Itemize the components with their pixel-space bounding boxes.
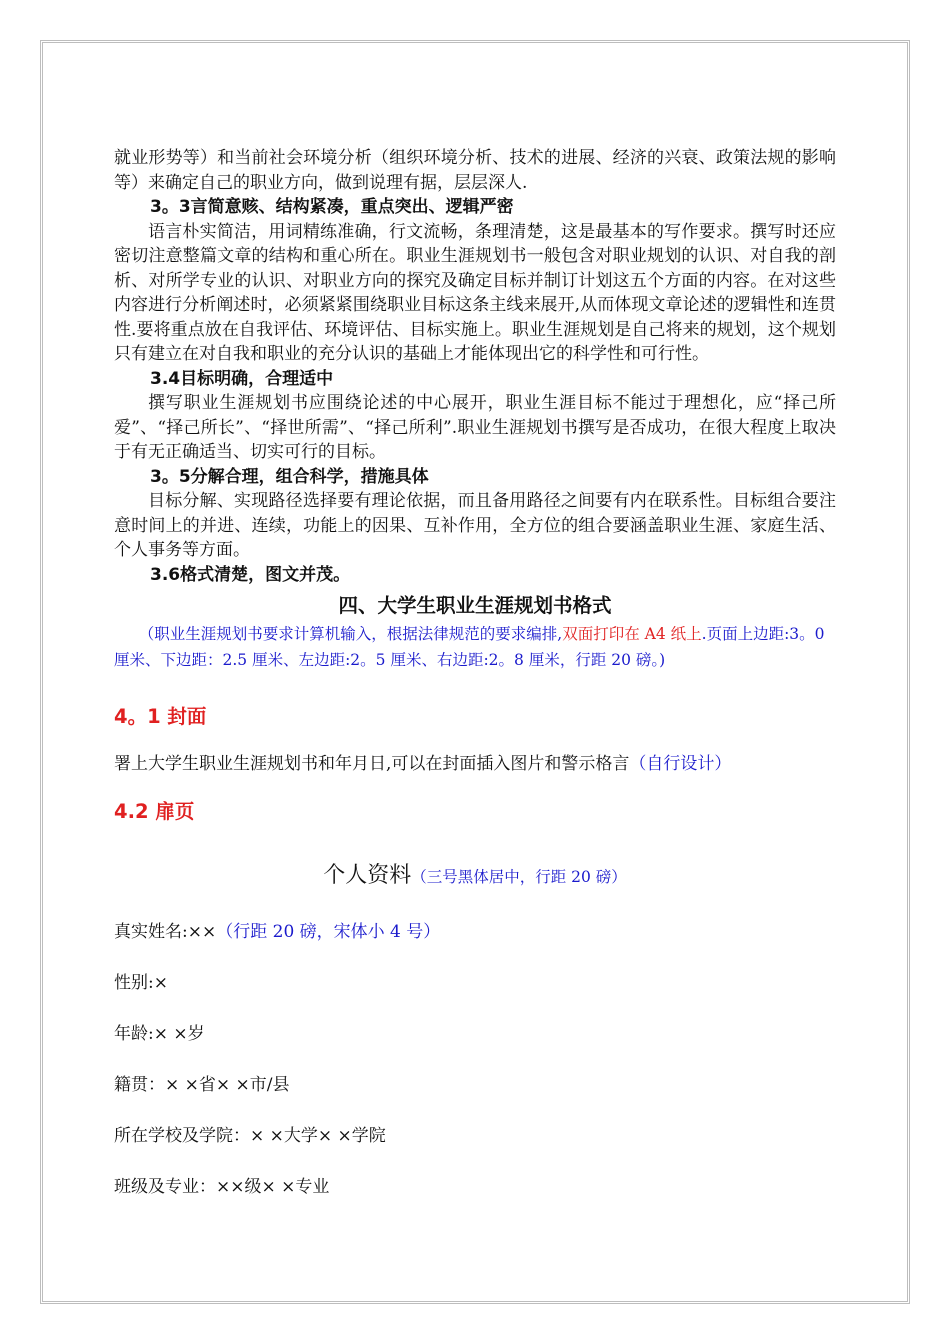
- cover-note: （自行设计）: [629, 754, 732, 774]
- profile-school: 所在学校及学院：× ×大学× ×学院: [114, 1126, 386, 1146]
- document-body: [114, 146, 836, 1197]
- heading-4-2: 4.2 扉页: [114, 800, 195, 823]
- profile-name: [114, 917, 836, 942]
- paragraph-continuation: 就业形势等）和当前社会环境分析（组织环境分析、技术的进展、经济的兴衰、政策法规的影响等）来确定自己的职业方向，做到说理有据，层层深人.: [114, 148, 836, 193]
- format-note-part-1: （职业生涯规划书要求计算机输入，根据法律规范的要求编排,: [138, 625, 563, 643]
- paragraph-3-3: 语言朴实简洁，用词精练准确，行文流畅，条理清楚，这是最基本的写作要求。撰写时还应密切注意整篇文章的结构和重心所在。职业生涯规划书一般包含对职业规划的认识、对自我的剖析、对所学专业的认识、对职业方向的探究及确定目标并制订计划这五个方面的内容。在对这些内容进行分析阐述时，必须紧紧围绕职业目标这条主线来展开,从而体现文章论述的逻辑性和连贯性.要将重点放在自我评估、环境评估、目标实施上。职业生涯规划是自己将来的规划，这个规划只有建立在对自我和职业的充分认识的基础上才能体现出它的科学性和可行性。: [114, 221, 836, 364]
- profile-gender: 性别:×: [114, 973, 168, 993]
- format-note-red: 双面打印在 A4 纸上: [562, 625, 702, 643]
- heading-3-6: 3.6格式清楚，图文并茂。: [150, 564, 351, 585]
- paragraph-3-4: 撰写职业生涯规划书应围绕论述的中心展开，职业生涯目标不能过于理想化，应“择己所爱”、“择己所长”、“择世所需”、“择己所利”.职业生涯规划书撰写是否成功，在很大程度上取决于有无正确适当、切实可行的目标。: [114, 393, 836, 462]
- profile-name-label: 真实姓名:××: [114, 922, 217, 942]
- cover-text: 署上大学生职业生涯规划书和年月日,可以在封面插入图片和警示格言: [114, 754, 630, 774]
- profile-title-text: 个人资料: [323, 863, 412, 888]
- profile-class-major: 班级及专业：××级× ×专业: [114, 1177, 330, 1197]
- heading-4-1: 4。1 封面: [114, 705, 207, 728]
- profile-hometown: 籍贯：× ×省× ×市/县: [114, 1075, 290, 1095]
- heading-3-5: 3。5分解合理，组合科学，措施具体: [150, 466, 429, 487]
- profile-title: [114, 858, 836, 889]
- profile-age: 年龄:× ×岁: [114, 1024, 205, 1044]
- format-note-part-2: .页面上边距:3。0 厘米、下边距：2.5 厘米、左边距:2。5 厘米、右边距:2。8 厘米，行距 20 磅。): [114, 625, 825, 669]
- heading-3-3: 3。3言简意赅、结构紧凑，重点突出、逻辑严密: [150, 197, 514, 217]
- profile-name-note: （行距 20 磅，宋体小 4 号）: [216, 922, 441, 942]
- paragraph-3-5: 目标分解、实现路径选择要有理论依据，而且备用路径之间要有内在联系性。目标组合要注意时间上的并进、连续，功能上的因果、互补作用，全方位的组合要涵盖职业生涯、家庭生活、个人事务等方面。: [114, 491, 836, 560]
- section-4-title: 四、大学生职业生涯规划书格式: [338, 594, 612, 617]
- format-note: [114, 621, 836, 673]
- cover-instructions: [114, 749, 836, 774]
- heading-3-4: 3.4目标明确，合理适中: [150, 368, 334, 389]
- profile-title-note: （三号黑体居中，行距 20 磅）: [411, 868, 627, 886]
